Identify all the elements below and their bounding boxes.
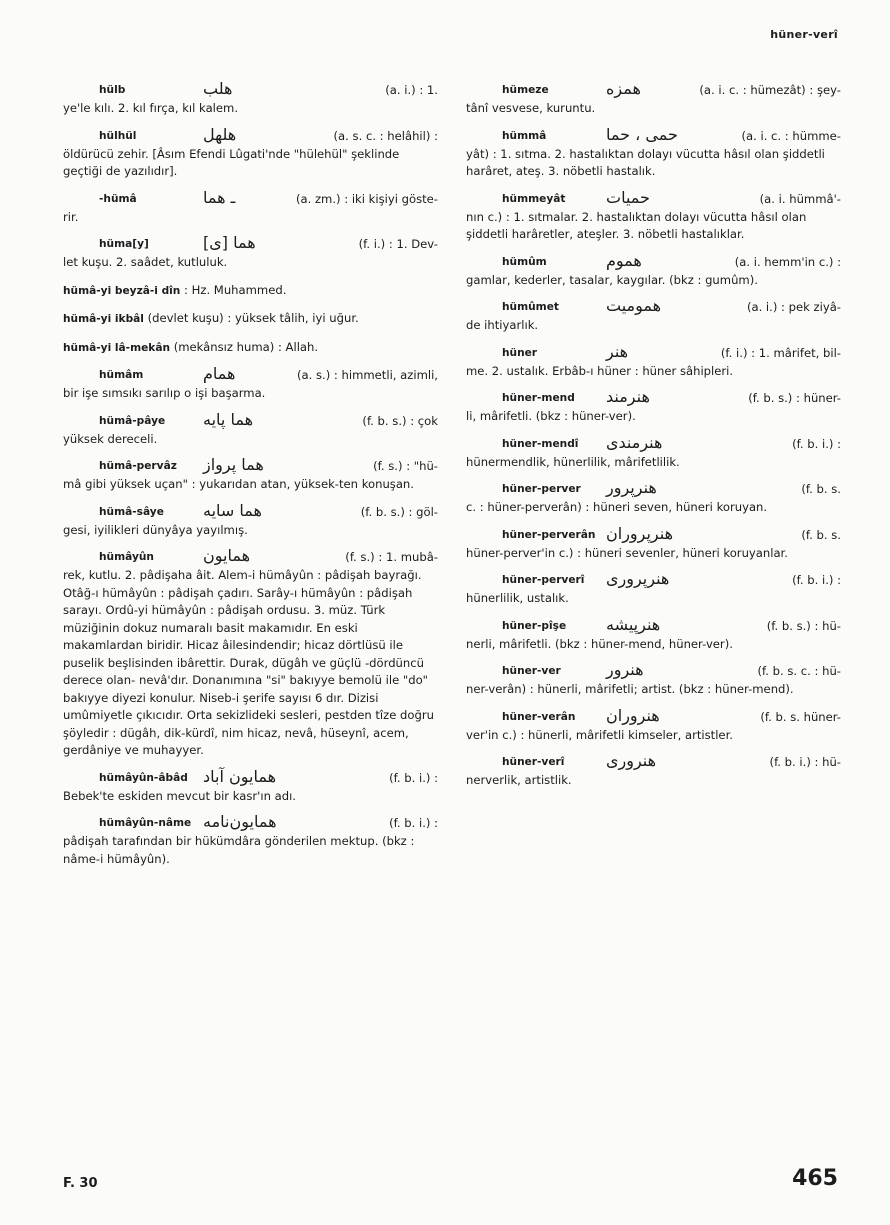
dictionary-entry: [466, 250, 841, 290]
entry-head-line: [63, 409, 438, 431]
dictionary-entry: [63, 79, 438, 118]
entry-arabic-script: هما پایه: [203, 409, 254, 429]
left-column: [63, 79, 438, 878]
entry-definition: Bebek'te eskiden mevcut bir kasr'ın adı.: [63, 788, 296, 803]
page-number: 465: [792, 1166, 838, 1191]
dictionary-entry: [63, 124, 438, 181]
entry-definition: rir.: [63, 209, 79, 224]
entry-headword: hüner-pîşe: [502, 619, 567, 632]
entry-grammar-note: (f. i.) : 1. Dev-: [358, 237, 438, 251]
entry-arabic-script: هنرپرور: [606, 478, 657, 497]
entry-grammar-note: (f. b. s. c. : hü-: [757, 664, 841, 678]
dictionary-entry: [466, 705, 841, 745]
entry-definition: li, mârifetli. (bkz : hüner-ver).: [466, 409, 636, 423]
entry-arabic-script: همزه: [606, 79, 641, 98]
entry-headword: -hümâ: [99, 192, 137, 205]
entry-definition: yât) : 1. sıtma. 2. hastalıktan dolayı vücutta hâsıl olan şiddetli harâret, ateş. 3. nöbetli hastalık.: [466, 146, 825, 178]
entry-arabic-script: حميات: [606, 187, 650, 207]
entry-definition: mâ gibi yüksek uçan" : yukarıdan atan, yüksek-ten konuşan.: [63, 477, 414, 491]
entry-headword: hüner-perverân: [502, 528, 596, 541]
entry-grammar-note: (a. i. c. : hümezât) : şey-: [699, 83, 841, 97]
entry-definition: me. 2. ustalık. Erbâb-ı hüner : hüner sâhipleri.: [466, 363, 734, 378]
dictionary-entry: [63, 310, 438, 329]
entry-arabic-script: هنروران: [606, 705, 660, 725]
entry-grammar-note: (a. s.) : himmetli, azimli,: [296, 368, 438, 382]
entry-head-line: [466, 660, 841, 681]
entry-arabic-script: هما پرواز: [203, 455, 264, 474]
entry-head-line: [63, 124, 438, 146]
entry-headword: hüner-ver: [502, 665, 561, 677]
entry-head-line: [63, 187, 438, 209]
dictionary-entry: [466, 79, 841, 118]
entry-head-line: [63, 79, 438, 100]
dictionary-entry: [63, 282, 438, 301]
signature-mark: F. 30: [63, 1176, 98, 1191]
entry-headword: hüner-perver: [502, 483, 581, 495]
dictionary-entry: [63, 455, 438, 494]
entry-head-line: [466, 478, 841, 499]
entry-grammar-note: (f. b. s.) : hüner-: [748, 391, 841, 405]
entry-definition: nerli, mârifetli. (bkz : hüner-mend, hüner-ver).: [466, 636, 733, 651]
entry-head-line: [63, 766, 438, 788]
entry-head-line: [63, 546, 438, 567]
entry-headword: hüner-perverî: [502, 574, 585, 586]
entry-grammar-note: (f. b. s.: [801, 527, 841, 542]
entry-definition: ner-verân) : hünerli, mârifetli; artist. (bkz : hüner-mend).: [466, 682, 794, 696]
entry-headword: hümâ-sâye: [99, 505, 164, 518]
entry-head-line: [63, 812, 438, 833]
entry-headword: hümeze: [502, 84, 549, 96]
entry-head-line: [466, 341, 841, 363]
entry-arabic-script: هنرپیشه: [606, 614, 661, 634]
entry-definition: ye'le kılı. 2. kıl fırça, kıl kalem.: [63, 101, 239, 115]
entry-definition: gesi, iyilikleri dünyâya yayılmış.: [63, 522, 248, 537]
entry-arabic-script: همایون‌نامه: [203, 812, 277, 831]
entry-definition: : Hz. Muhammed.: [184, 282, 287, 297]
entry-headword: hümâyûn-nâme: [99, 817, 192, 829]
entry-definition: bir işe sımsıkı sarılıp o işi başarma.: [63, 386, 266, 400]
entry-arabic-script: هنرمند: [606, 387, 650, 406]
entry-definition: let kuşu. 2. saâdet, kutluluk.: [63, 255, 228, 269]
entry-head-line: [466, 705, 841, 727]
entry-headword: hüner-verî: [502, 756, 565, 768]
entry-arabic-script: حمى ، حما: [606, 124, 678, 144]
entry-grammar-note: (f. b. s.) : çok: [362, 413, 438, 428]
entry-definition: hüner-perver'in c.) : hüneri sevenler, hüneri koruyanlar.: [466, 545, 788, 560]
entry-definition: nın c.) : 1. sıtmalar. 2. hastalıktan dolayı vücutta hâsıl olan şiddetli harâretler, ateşler. 3. nöbetli hastalıklar.: [466, 209, 807, 241]
entry-grammar-note: (a. i. hemm'in c.) :: [734, 254, 841, 269]
entry-head-line: [466, 250, 841, 272]
entry-grammar-note: (a. i. c. : hümme-: [741, 128, 841, 143]
dictionary-entry: [466, 751, 841, 790]
entry-grammar-note: (f. s.) : 1. mubâ-: [345, 550, 438, 564]
entry-headword: hümâ-pervâz: [99, 460, 177, 472]
dictionary-entry: [63, 187, 438, 227]
entry-grammar-note: (f. b. i.) :: [792, 573, 841, 587]
entry-definition: yüksek dereceli.: [63, 431, 158, 446]
entry-grammar-note: (f. b. s.: [801, 482, 841, 496]
entry-grammar-note: (a. s. c. : helâhil) :: [333, 128, 438, 143]
entry-headword: hümûm: [502, 255, 547, 268]
entry-headword: hümâyûn: [99, 551, 154, 563]
entry-definition: (mekânsız huma) : Allah.: [173, 339, 319, 354]
entry-grammar-note: (f. b. i.) :: [389, 770, 438, 785]
entry-headword: hümmeyât: [502, 192, 566, 205]
entry-grammar-note: (f. i.) : 1. mârifet, bil-: [720, 345, 841, 360]
entry-head-line: [466, 751, 841, 772]
entry-grammar-note: (a. i.) : 1.: [385, 83, 438, 97]
entry-grammar-note: (f. s.) : "hü-: [373, 459, 438, 473]
entry-arabic-script: هنرپروران: [606, 523, 674, 543]
dictionary-entry: [466, 432, 841, 472]
entry-definition: gamlar, kederler, tasalar, kaygılar. (bkz : gumûm).: [466, 272, 758, 287]
entry-head-line: [63, 364, 438, 385]
entry-grammar-note: (f. b. i.) : hü-: [769, 755, 841, 769]
entry-arabic-script: هنروری: [606, 751, 657, 770]
guide-word: hüner-verî: [770, 28, 838, 41]
dictionary-entry: [466, 387, 841, 426]
entry-headword: hülhül: [99, 129, 137, 142]
entry-grammar-note: (a. i.) : pek ziyâ-: [746, 300, 841, 314]
entry-headword: hümâ-yi ikbâl: [63, 313, 144, 325]
entry-headword: hülb: [99, 84, 126, 96]
dictionary-entry: [63, 364, 438, 403]
entry-head-line: [466, 79, 841, 100]
entry-grammar-note: (a. i. hümmâ'-: [759, 191, 841, 206]
entry-head-line: [466, 614, 841, 636]
dictionary-entry: [63, 812, 438, 868]
entry-definition: tânî vesvese, kuruntu.: [466, 101, 596, 115]
dictionary-entry: [63, 766, 438, 806]
dictionary-entry: [63, 233, 438, 272]
dictionary-entry: [466, 187, 841, 244]
entry-headword: hüner: [502, 346, 538, 359]
entry-definition: rek, kutlu. 2. pâdişaha âit. Alem-i hümâyûn : pâdişah bayrağı. Otâğ-ı hümâyûn : pâdişah çadırı. Sarây-ı hümâyûn : pâdişah sarayı. Ordû-yi hümâyûn : pâdişah ordusu. 3. müz. Türk müziğinin dokuz numaralı basit makamıdır. En eski makamlardan biridir. Hicaz âilesindendir; hicaz dörtlüsü ile puselik beşlisinden ibârettir. Durak, dügâh ve güçlü -dördüncü derece olan- nevâ'dır. Donanımına "si" bakıyye bemolü ile "do" bakıyye diyezi konulur. Niseb-i şerife sayısı 6 dır. Dizisi umûmiyetle çıkıcıdır. Orta sekizlideki sesleri, pestden tîze doğru şöyledir : dügâh, dik-kürdî, nim hicaz, nevâ, hüseynî, acem, gerdâniye ve muhayyer.: [63, 568, 434, 757]
entry-definition: nerverlik, artistlik.: [466, 773, 572, 787]
entry-head-line: [466, 387, 841, 408]
entry-arabic-script: هنرپروری: [606, 569, 670, 588]
dictionary-entry: [466, 523, 841, 563]
dictionary-entry: [63, 339, 438, 358]
entry-definition: öldürücü zehir. [Âsım Efendi Lûgati'nde "hülehül" şeklinde geçtiği de yazılıdır].: [63, 146, 400, 178]
dictionary-entry: [466, 660, 841, 699]
entry-headword: hümâ-yi lâ-mekân: [63, 341, 171, 354]
dictionary-entry: [63, 500, 438, 540]
dictionary-entry: [466, 569, 841, 608]
entry-arabic-script: هنرور: [606, 660, 644, 679]
entry-headword: hümâ-yi beyzâ-i dîn: [63, 284, 181, 297]
entry-definition: de ihtiyarlık.: [466, 318, 539, 332]
entry-headword: hüner-mendî: [502, 437, 579, 450]
entry-arabic-script: همایون آباد: [203, 766, 277, 786]
entry-head-line: [466, 124, 841, 146]
dictionary-entry: [63, 409, 438, 449]
entry-head-line: [466, 523, 841, 545]
entry-head-line: [466, 432, 841, 454]
entry-definition: hünermendlik, hünerlilik, mârifetlilik.: [466, 454, 680, 469]
entry-grammar-note: (f. b. i.) :: [389, 816, 438, 830]
entry-definition: pâdişah tarafından bir hükümdâra gönderilen mektup. (bkz : nâme-i hümâyûn).: [63, 834, 415, 866]
right-column: [466, 79, 841, 800]
entry-headword: hüner-mend: [502, 392, 575, 404]
entry-head-line: [63, 233, 438, 254]
dictionary-entry: [466, 478, 841, 517]
entry-arabic-script: همام: [203, 364, 236, 383]
entry-head-line: [466, 569, 841, 590]
entry-headword: hüner-verân: [502, 710, 576, 723]
entry-grammar-note: (a. zm.) : iki kişiyi göste-: [295, 191, 438, 206]
entry-grammar-note: (f. b. s. hüner-: [760, 709, 841, 724]
entry-headword: hümâm: [99, 369, 144, 381]
entry-definition: c. : hüner-perverân) : hüneri seven, hüneri koruyan.: [466, 500, 768, 514]
entry-head-line: [466, 187, 841, 209]
dictionary-entry: [466, 296, 841, 335]
entry-headword: hümâ-pâye: [99, 414, 166, 427]
dictionary-entry: [466, 341, 841, 381]
entry-arabic-script: هموميت: [606, 296, 662, 315]
dictionary-entry: [63, 546, 438, 760]
entry-arabic-script: هنرمندی: [606, 432, 663, 452]
entry-headword: hümâyûn-âbâd: [99, 771, 188, 784]
entry-headword: hüma[y]: [99, 238, 149, 250]
entry-headword: hümmâ: [502, 129, 547, 142]
entry-arabic-script: هلب: [203, 79, 233, 98]
dictionary-entry: [466, 614, 841, 654]
entry-grammar-note: (f. b. s.) : hü-: [766, 618, 841, 633]
entry-head-line: [63, 455, 438, 476]
entry-head-line: [466, 296, 841, 317]
entry-arabic-script: هنر: [606, 341, 629, 361]
entry-definition: (devlet kuşu) : yüksek tâlih, iyi uğur.: [147, 311, 359, 325]
entry-arabic-script: هموم: [606, 250, 642, 270]
entry-arabic-script: ـ هما: [203, 187, 236, 207]
entry-head-line: [63, 500, 438, 522]
dictionary-entry: [466, 124, 841, 181]
entry-arabic-script: هما سایه: [203, 500, 262, 520]
entry-headword: hümûmet: [502, 301, 559, 313]
entry-grammar-note: (f. b. i.) :: [792, 436, 841, 451]
entry-grammar-note: (f. b. s.) : göl-: [360, 504, 438, 519]
entry-arabic-script: همایون: [203, 546, 251, 565]
entry-arabic-script: هما [ی]: [203, 233, 256, 252]
entry-arabic-script: هلهل: [203, 124, 237, 144]
entry-definition: hünerlilik, ustalık.: [466, 591, 569, 605]
entry-definition: ver'in c.) : hünerli, mârifetli kimseler, artistler.: [466, 727, 733, 742]
